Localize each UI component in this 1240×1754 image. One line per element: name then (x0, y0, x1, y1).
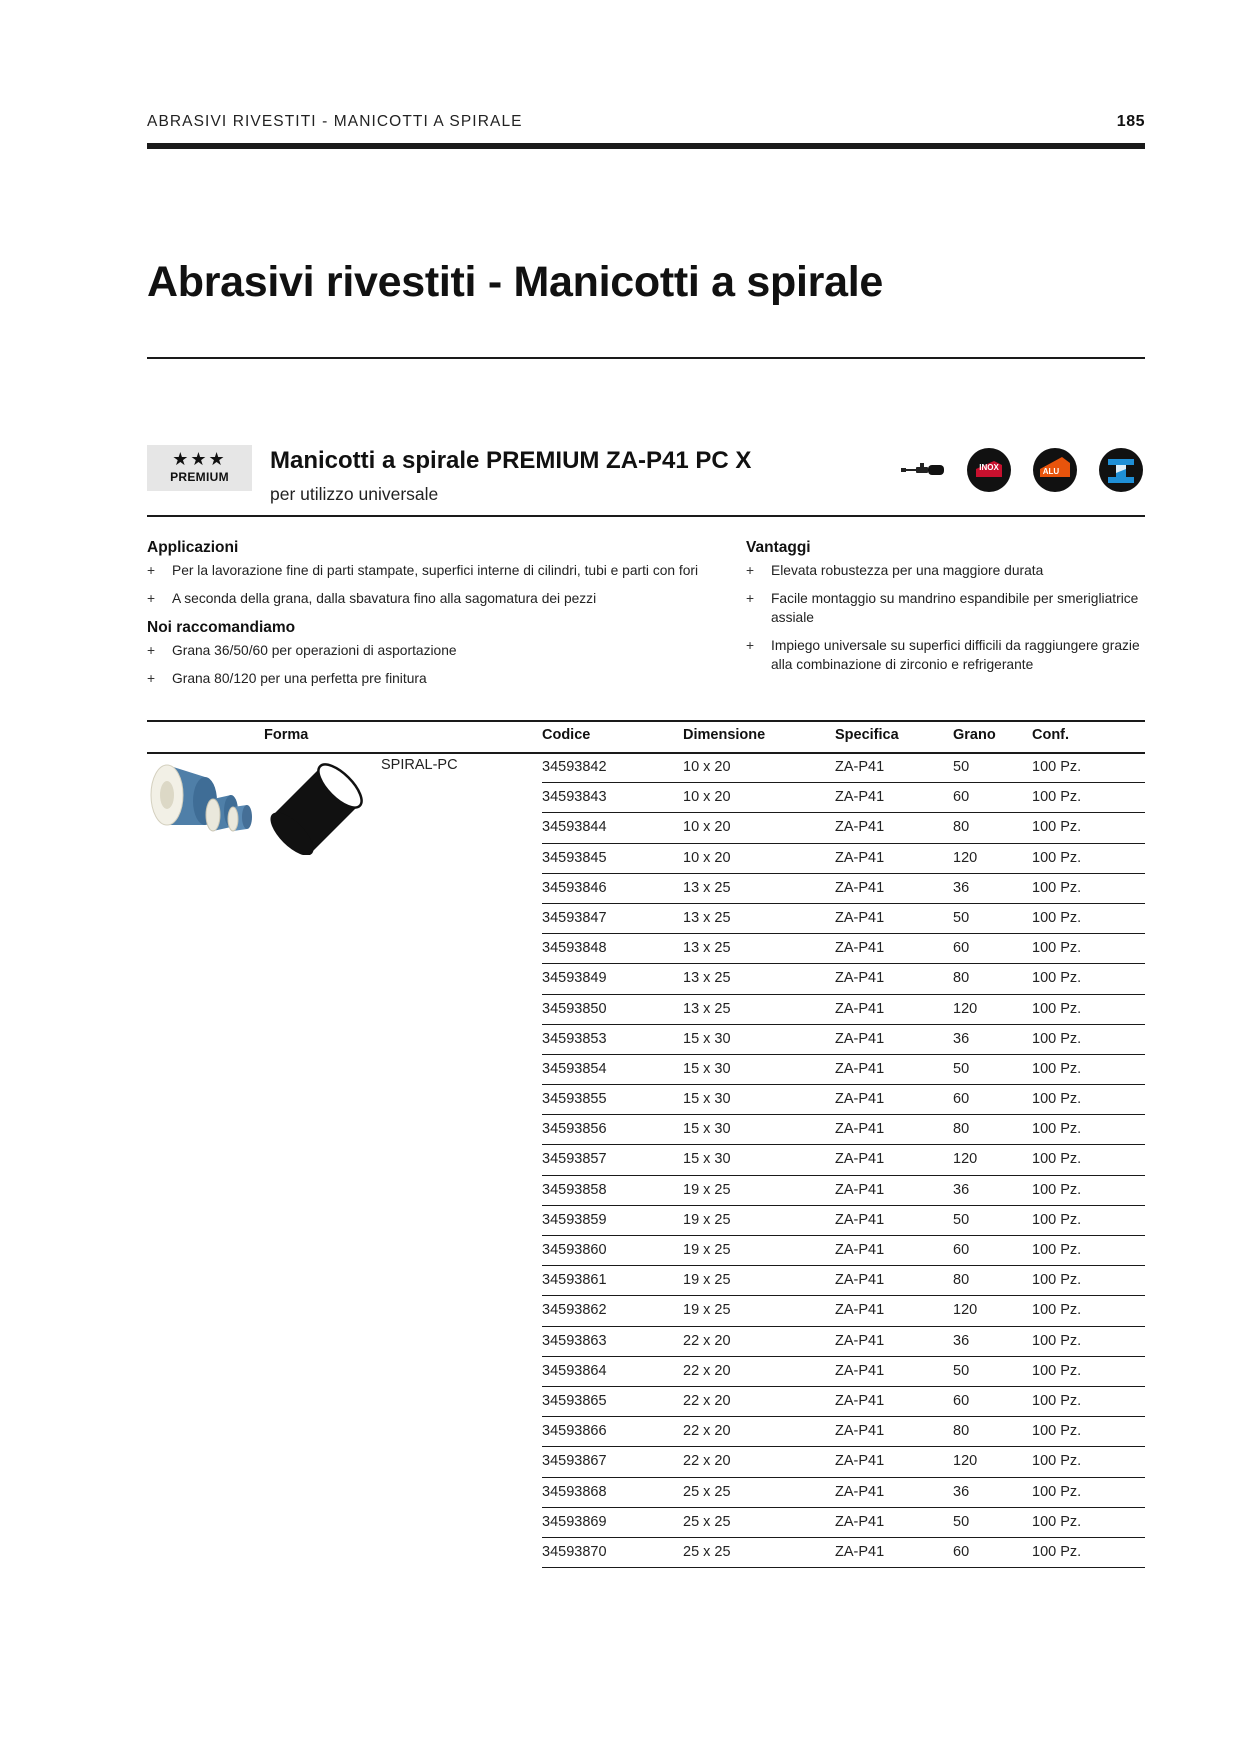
table-cell-specifica: ZA-P41 (835, 1513, 885, 1530)
table-cell-codice: 34593861 (542, 1272, 607, 1289)
table-cell-codice: 34593859 (542, 1211, 607, 1228)
table-cell-conf: 100 Pz. (1032, 1543, 1082, 1560)
table-cell-specifica: ZA-P41 (835, 1030, 885, 1047)
table-cell-grano: 50 (953, 1362, 970, 1379)
table-cell-conf: 100 Pz. (1032, 819, 1082, 836)
table-cell-dimensione: 22 x 20 (683, 1453, 731, 1470)
running-header (147, 113, 1145, 135)
table-cell-conf: 100 Pz. (1032, 1332, 1082, 1349)
table-cell-specifica: ZA-P41 (835, 940, 885, 957)
table-cell-dimensione: 19 x 25 (683, 1211, 731, 1228)
list-item (147, 561, 737, 580)
bullet-plus: + (746, 563, 755, 578)
table-cell-conf: 100 Pz. (1032, 1000, 1082, 1017)
table-cell-grano: 80 (953, 970, 970, 987)
table-cell-codice: 34593849 (542, 970, 607, 987)
table-cell-conf: 100 Pz. (1032, 1121, 1082, 1138)
table-cell-dimensione: 10 x 20 (683, 759, 731, 775)
table-row (542, 1296, 1145, 1326)
table-cell-dimensione: 22 x 20 (683, 1392, 731, 1409)
table-cell-grano: 120 (953, 849, 978, 866)
product-subtitle: per utilizzo universale (270, 484, 439, 504)
table-cell-grano: 36 (953, 1483, 970, 1500)
table-cell-grano: 120 (953, 1302, 978, 1319)
list-item (746, 589, 1146, 627)
table-row (542, 1357, 1145, 1387)
table-row (542, 874, 1145, 904)
table-row (542, 1236, 1145, 1266)
table-cell-conf: 100 Pz. (1032, 940, 1082, 957)
table-cell-conf: 100 Pz. (1032, 1392, 1082, 1409)
table-cell-conf: 100 Pz. (1032, 759, 1082, 775)
table-row (542, 753, 1145, 783)
table-cell-specifica: ZA-P41 (835, 909, 885, 926)
table-cell-dimensione: 25 x 25 (683, 1513, 731, 1530)
table-cell-codice: 34593864 (542, 1362, 607, 1379)
page-number: 185 (1116, 113, 1145, 130)
table-cell-specifica: ZA-P41 (835, 1242, 885, 1258)
table-cell-conf: 100 Pz. (1032, 1091, 1082, 1108)
table-cell-conf: 100 Pz. (1032, 1272, 1082, 1289)
table-cell-grano: 50 (953, 1513, 970, 1530)
table-cell-codice: 34593867 (542, 1453, 607, 1470)
bullet-plus: + (147, 671, 156, 686)
table-cell-conf: 100 Pz. (1032, 1453, 1082, 1470)
table-cell-dimensione: 15 x 30 (683, 1030, 731, 1047)
table-cell-grano: 50 (953, 1060, 970, 1077)
inox-icon-text: INOX (979, 463, 999, 472)
table-cell-codice: 34593866 (542, 1423, 607, 1440)
table-row (542, 1115, 1145, 1145)
table-cell-codice: 34593853 (542, 1030, 607, 1047)
list-item-text: A seconda della grana, dalla sbavatura fino alla sagomatura dei pezzi (172, 591, 597, 606)
table-cell-conf: 100 Pz. (1032, 1362, 1082, 1379)
table-cell-specifica: ZA-P41 (835, 1091, 885, 1108)
form-code: SPIRAL-PC (381, 757, 458, 773)
list-item (147, 589, 737, 608)
table-cell-grano: 60 (953, 789, 970, 806)
table-row (542, 1478, 1145, 1508)
list-item-text: Per la lavorazione fine di parti stampate, superfici interne di cilindri, tubi e parti con fori (172, 563, 699, 578)
product-photo (147, 755, 253, 835)
bullet-plus: + (147, 563, 156, 578)
table-cell-conf: 100 Pz. (1032, 1513, 1082, 1530)
table-cell-dimensione: 13 x 25 (683, 1000, 731, 1017)
table-cell-specifica: ZA-P41 (835, 1423, 885, 1440)
table-cell-conf: 100 Pz. (1032, 909, 1082, 926)
table-cell-dimensione: 10 x 20 (683, 789, 731, 806)
table-cell-dimensione: 15 x 30 (683, 1060, 731, 1077)
running-title: ABRASIVI RIVESTITI - MANICOTTI A SPIRALE (147, 113, 523, 130)
table-cell-grano: 120 (953, 1453, 978, 1470)
column-header-forma: Forma (264, 727, 309, 743)
table-cell-dimensione: 22 x 20 (683, 1362, 731, 1379)
table-cell-specifica: ZA-P41 (835, 1392, 885, 1409)
table-cell-dimensione: 15 x 30 (683, 1151, 731, 1168)
table-cell-codice: 34593868 (542, 1483, 607, 1500)
table-cell-specifica: ZA-P41 (835, 789, 885, 806)
column-header-codice: Codice (542, 727, 591, 743)
table-row (542, 1327, 1145, 1357)
table-cell-codice: 34593855 (542, 1091, 607, 1108)
table-cell-grano: 120 (953, 1000, 978, 1017)
bullet-plus: + (147, 591, 156, 606)
table-row (542, 1447, 1145, 1477)
alu-icon (1032, 447, 1078, 493)
bullet-plus: + (746, 638, 755, 653)
table-cell-conf: 100 Pz. (1032, 1181, 1082, 1198)
table-cell-conf: 100 Pz. (1032, 1302, 1082, 1319)
table-cell-specifica: ZA-P41 (835, 1000, 885, 1017)
table-cell-grano: 60 (953, 1091, 970, 1108)
table-cell-specifica: ZA-P41 (835, 1211, 885, 1228)
recommendations-list (147, 641, 737, 688)
table-cell-dimensione: 22 x 20 (683, 1423, 731, 1440)
table-cell-dimensione: 19 x 25 (683, 1181, 731, 1198)
table-row (542, 1417, 1145, 1447)
table-cell-grano: 36 (953, 879, 970, 896)
alu-icon-text: ALU (1042, 467, 1060, 476)
premium-stars: ★★★ (172, 449, 227, 470)
advantages-section (746, 537, 1146, 683)
product-rule (147, 515, 1145, 517)
advantages-list (746, 561, 1146, 674)
table-cell-codice: 34593869 (542, 1513, 607, 1530)
form-cell (147, 755, 543, 855)
table-cell-grano: 36 (953, 1332, 970, 1349)
table-row (542, 964, 1145, 994)
list-item-text: Facile montaggio su mandrino espandibile per smerigliatrice assiale (771, 591, 1139, 625)
list-item-text: Grana 36/50/60 per operazioni di asportazione (172, 643, 457, 658)
table-cell-conf: 100 Pz. (1032, 970, 1082, 987)
table-cell-grano: 50 (953, 1211, 970, 1228)
table-cell-specifica: ZA-P41 (835, 1332, 885, 1349)
table-cell-dimensione: 10 x 20 (683, 849, 731, 866)
table-cell-codice: 34593865 (542, 1392, 607, 1409)
table-cell-conf: 100 Pz. (1032, 1423, 1082, 1440)
table-cell-codice: 34593847 (542, 909, 607, 926)
table-cell-codice: 34593843 (542, 789, 607, 806)
table-cell-specifica: ZA-P41 (835, 1302, 885, 1319)
table-cell-specifica: ZA-P41 (835, 1453, 885, 1470)
table-cell-conf: 100 Pz. (1032, 789, 1082, 806)
table-row (542, 844, 1145, 874)
column-header-conf: Conf. (1032, 727, 1070, 743)
spiral-sleeve-drawing (267, 763, 363, 855)
recommendations-heading: Noi raccomandiamo (147, 619, 296, 636)
table-row (542, 904, 1145, 934)
applications-list (147, 561, 737, 608)
table-cell-specifica: ZA-P41 (835, 1181, 885, 1198)
table-cell-dimensione: 19 x 25 (683, 1302, 731, 1319)
column-header-specifica: Specifica (835, 727, 899, 743)
table-cell-specifica: ZA-P41 (835, 819, 885, 836)
table-cell-conf: 100 Pz. (1032, 1483, 1082, 1500)
premium-label: PREMIUM (170, 470, 229, 484)
table-cell-specifica: ZA-P41 (835, 759, 885, 775)
title-rule (147, 357, 1145, 359)
table-cell-grano: 80 (953, 1121, 970, 1138)
table-cell-grano: 50 (953, 909, 970, 926)
table-cell-codice: 34593863 (542, 1332, 607, 1349)
inox-icon (966, 447, 1012, 493)
table-cell-grano: 60 (953, 1543, 970, 1560)
table-cell-codice: 34593850 (542, 1000, 607, 1017)
table-row (542, 1145, 1145, 1175)
table-cell-dimensione: 13 x 25 (683, 879, 731, 896)
table-row (542, 995, 1145, 1025)
table-cell-grano: 80 (953, 819, 970, 836)
column-header-grano: Grano (953, 727, 996, 743)
table-cell-specifica: ZA-P41 (835, 1060, 885, 1077)
table-cell-codice: 34593844 (542, 819, 607, 836)
table-cell-codice: 34593842 (542, 759, 607, 775)
list-item-text: Grana 80/120 per una perfetta pre finitura (172, 671, 427, 686)
table-row (542, 1266, 1145, 1296)
table-cell-codice: 34593846 (542, 879, 607, 896)
list-item-text: Elevata robustezza per una maggiore durata (771, 563, 1044, 578)
header-rule (147, 143, 1145, 149)
column-header-dimensione: Dimensione (683, 727, 766, 743)
advantages-heading: Vantaggi (746, 539, 811, 556)
list-item (147, 641, 737, 660)
table-cell-codice: 34593845 (542, 849, 607, 866)
table-row (542, 1538, 1145, 1568)
table-cell-grano: 36 (953, 1030, 970, 1047)
table-cell-grano: 60 (953, 940, 970, 957)
table-cell-dimensione: 19 x 25 (683, 1242, 731, 1258)
bullet-plus: + (147, 643, 156, 658)
applications-heading: Applicazioni (147, 539, 239, 556)
list-item (147, 669, 737, 688)
table-cell-conf: 100 Pz. (1032, 1151, 1082, 1168)
product-title: Manicotti a spirale PREMIUM ZA-P41 PC X (270, 447, 752, 474)
table-cell-grano: 80 (953, 1423, 970, 1440)
table-cell-dimensione: 22 x 20 (683, 1332, 731, 1349)
table-cell-grano: 50 (953, 759, 970, 775)
table-cell-dimensione: 15 x 30 (683, 1121, 731, 1138)
table-cell-specifica: ZA-P41 (835, 1272, 885, 1289)
table-cell-codice: 34593848 (542, 940, 607, 957)
table-row (542, 783, 1145, 813)
table-rows (542, 753, 1145, 1568)
applications-section (147, 537, 737, 697)
table-row (542, 1025, 1145, 1055)
page-title: Abrasivi rivestiti - Manicotti a spirale (147, 258, 883, 306)
table-cell-conf: 100 Pz. (1032, 849, 1082, 866)
table-cell-codice: 34593857 (542, 1151, 607, 1168)
table-cell-specifica: ZA-P41 (835, 1121, 885, 1138)
table-cell-dimensione: 25 x 25 (683, 1543, 731, 1560)
table-cell-codice: 34593862 (542, 1302, 607, 1319)
table-cell-dimensione: 15 x 30 (683, 1091, 731, 1108)
table-cell-grano: 80 (953, 1272, 970, 1289)
table-cell-grano: 60 (953, 1242, 970, 1258)
table-cell-dimensione: 13 x 25 (683, 909, 731, 926)
list-item (746, 636, 1146, 674)
table-cell-conf: 100 Pz. (1032, 879, 1082, 896)
table-cell-specifica: ZA-P41 (835, 1483, 885, 1500)
bullet-plus: + (746, 591, 755, 606)
table-row (542, 1055, 1145, 1085)
table-cell-dimensione: 25 x 25 (683, 1483, 731, 1500)
list-item (746, 561, 1146, 580)
table-cell-codice: 34593860 (542, 1242, 607, 1258)
table-cell-codice: 34593856 (542, 1121, 607, 1138)
table-cell-specifica: ZA-P41 (835, 849, 885, 866)
table-cell-specifica: ZA-P41 (835, 1543, 885, 1560)
table-row (542, 1176, 1145, 1206)
table-cell-specifica: ZA-P41 (835, 879, 885, 896)
universal-icon (1098, 447, 1144, 493)
table-cell-dimensione: 13 x 25 (683, 970, 731, 987)
table-cell-dimensione: 13 x 25 (683, 940, 731, 957)
table-header (147, 722, 1145, 753)
table-cell-codice: 34593870 (542, 1543, 607, 1560)
table-row (542, 1085, 1145, 1115)
table-cell-specifica: ZA-P41 (835, 1362, 885, 1379)
table-cell-conf: 100 Pz. (1032, 1030, 1082, 1047)
table-row (542, 1206, 1145, 1236)
table-cell-grano: 60 (953, 1392, 970, 1409)
table-cell-dimensione: 10 x 20 (683, 819, 731, 836)
table-cell-grano: 120 (953, 1151, 978, 1168)
table-cell-conf: 100 Pz. (1032, 1060, 1082, 1077)
table-row (542, 1387, 1145, 1417)
premium-badge (147, 445, 252, 491)
table-cell-specifica: ZA-P41 (835, 970, 885, 987)
table-cell-dimensione: 19 x 25 (683, 1272, 731, 1289)
table-row (542, 813, 1145, 843)
table-cell-conf: 100 Pz. (1032, 1242, 1082, 1258)
straight-grinder-icon (900, 458, 946, 482)
table-row (542, 934, 1145, 964)
table-cell-codice: 34593858 (542, 1181, 607, 1198)
table-cell-conf: 100 Pz. (1032, 1211, 1082, 1228)
table-cell-codice: 34593854 (542, 1060, 607, 1077)
table-cell-grano: 36 (953, 1181, 970, 1198)
table-row (542, 1508, 1145, 1538)
table-cell-specifica: ZA-P41 (835, 1151, 885, 1168)
list-item-text: Impiego universale su superfici difficili da raggiungere grazie alla combinazione di zirconio e refrigerante (771, 638, 1140, 672)
